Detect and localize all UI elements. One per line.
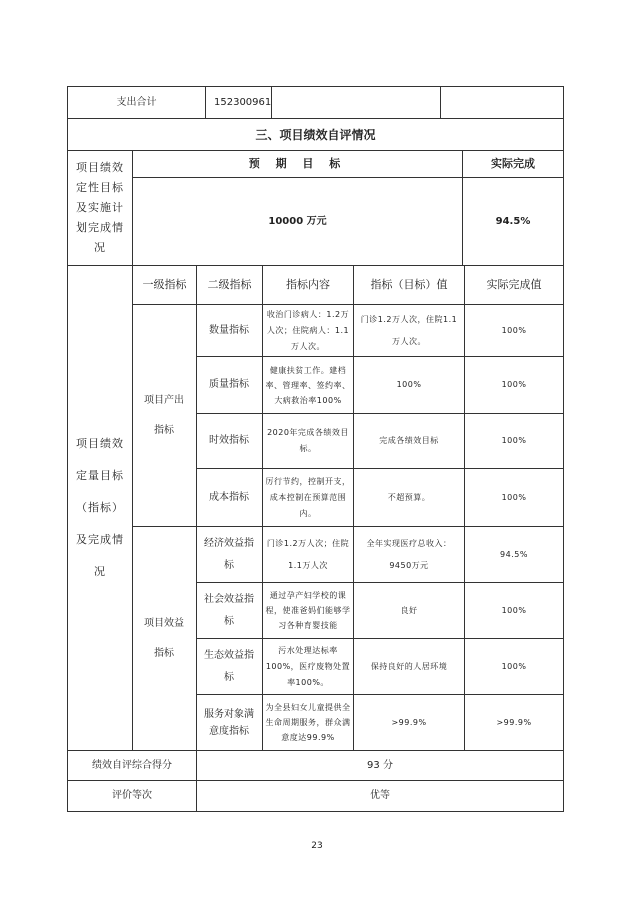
table-row-target: >99.9% xyxy=(391,717,427,727)
grade-label: 评价等次 xyxy=(112,790,152,801)
qualitative-label: 项目绩效定性目标及实施计划完成情况 xyxy=(76,161,124,254)
table-row-target: 保持良好的人居环境 xyxy=(370,661,448,671)
table-row-content: 厉行节约，控制开支，成本控制在预算范围内。 xyxy=(265,476,351,518)
expense-label: 支出合计 xyxy=(116,96,157,108)
table-row-actual: 100% xyxy=(501,325,527,335)
table-row-level2: 质量指标 xyxy=(209,379,249,390)
table-row-actual: 100% xyxy=(501,492,527,502)
column-header-content: 指标内容 xyxy=(286,278,330,291)
done-header: 实际完成 xyxy=(491,157,535,170)
table-row-content: 健康扶贫工作。建档率、管理率、签约率、大病救治率100% xyxy=(265,365,351,405)
table-row-content: 为全县妇女儿童提供全生命周期服务，群众满意度达99.9% xyxy=(265,703,351,742)
table-row-target: 不超预算。 xyxy=(387,492,431,502)
score-value: 93 分 xyxy=(367,759,393,771)
section-title: 三、项目绩效自评情况 xyxy=(255,127,376,142)
goal-header: 预 期 目 标 xyxy=(248,157,347,170)
table-row-level2: 成本指标 xyxy=(209,491,249,503)
column-header-target: 指标（目标）值 xyxy=(370,278,448,291)
done-value: 94.5% xyxy=(495,215,531,227)
table-row-target: 全年实现医疗总收入：9450万元 xyxy=(366,538,452,570)
table-row-content: 门诊1.2万人次；住院1.1万人次 xyxy=(266,538,350,570)
goal-value: 10000 万元 xyxy=(268,215,327,227)
table-row-target: 100% xyxy=(396,380,422,389)
table-row-content: 收治门诊病人：1.2万人次；住院病人：1.1万人次。 xyxy=(266,309,350,351)
table-row-actual: 100% xyxy=(501,605,527,615)
column-header-level1: 一级指标 xyxy=(142,278,187,291)
table-row-level2: 服务对象满意度指标 xyxy=(204,708,254,737)
table-row-content: 通过孕产妇学校的课程，使准爸妈们能够学习各种育婴技能 xyxy=(265,591,351,630)
table-row-actual: 100% xyxy=(501,436,527,445)
table-row-level2: 社会效益指标 xyxy=(204,593,254,627)
column-header-level2: 二级指标 xyxy=(207,278,252,291)
table-row-level2: 生态效益指标 xyxy=(204,649,254,683)
table-row-level2: 数量指标 xyxy=(209,324,249,336)
score-label: 绩效自评综合得分 xyxy=(92,759,172,771)
table-row-actual: 100% xyxy=(501,661,527,671)
table-row-actual: 94.5% xyxy=(500,549,528,559)
table-row-level2: 经济效益指标 xyxy=(204,537,254,571)
level1-output: 项目产出指标 xyxy=(144,394,184,436)
table-row-level2: 时效指标 xyxy=(209,435,249,446)
quantitative-label: 项目绩效定量目标（指标）及完成情况 xyxy=(76,437,124,578)
table-row-actual: >99.9% xyxy=(496,717,532,727)
expense-value: 152300961 xyxy=(214,96,272,108)
table-row-target: 门诊1.2万人次，住院1.1万人次。 xyxy=(360,314,458,346)
table-row-actual: 100% xyxy=(501,380,527,389)
table-row-content: 2020年完成各绩效目标。 xyxy=(267,428,349,453)
level1-benefit: 项目效益指标 xyxy=(144,617,184,659)
column-header-actual: 实际完成值 xyxy=(486,278,542,291)
page-number: 23 xyxy=(311,841,323,851)
table-row-content: 污水处理达标率100%，医疗废物处置率100%。 xyxy=(265,645,351,687)
grade-value: 优等 xyxy=(370,790,390,801)
table-row-target: 完成各绩效目标 xyxy=(379,436,439,445)
table-row-target: 良好 xyxy=(400,605,418,615)
